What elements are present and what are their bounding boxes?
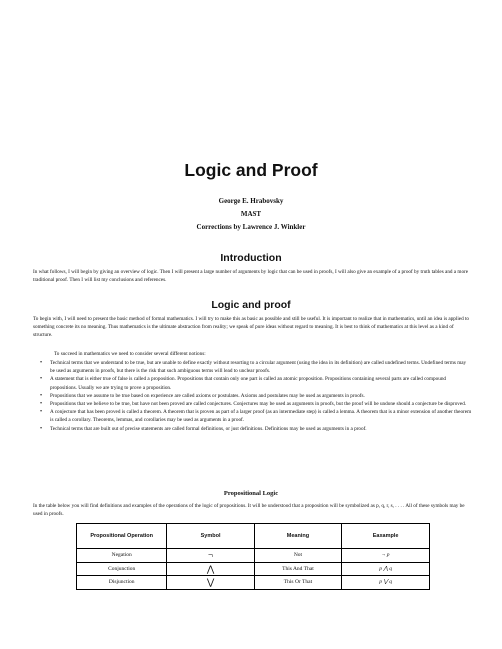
author-name: George E. Hrabovsky <box>218 197 284 205</box>
table-cell: Not <box>254 549 342 563</box>
table-cell: Negation <box>77 549 167 563</box>
column-header-symbol: Symbol <box>167 524 254 549</box>
bullet-icon: • <box>40 392 43 399</box>
bullet-icon: • <box>40 425 43 432</box>
logic-and-proof-paragraph: To begin with, I will need to present the basic method of formal mathematics. I will try to make this as basic as possible and still be useful. It is important to realize that in mathematics, until an idea is applied to something concrete its no meaning. Thus mathematics is the ultimate abstraction from reality; we speak of pure ideas without regard to meaning. It is best to think of mathematics at this level as a kind of structure. <box>33 316 470 339</box>
bullet-icon: • <box>40 401 43 408</box>
bullet-icon: • <box>40 376 43 383</box>
table-cell: p ⋀ q <box>342 562 430 576</box>
table-row <box>77 562 430 576</box>
notions-intro: To succeed in mathematics we need to consider several different notions: <box>54 351 206 357</box>
introduction-paragraph: In what follows, I will begin by giving an overview of logic. Then I will present a large number of arguments by logic that can be used in proofs, I will also give an example of a proof by truth tables and a more traditional proof. Then I will list my conclusions and references. <box>33 269 469 284</box>
organization: MAST <box>240 210 262 218</box>
column-header-operation: Propositional Operation <box>77 524 167 549</box>
column-header-example: Eaxample <box>342 524 430 549</box>
table-header-row <box>77 524 430 549</box>
table-cell: Disjunction <box>77 576 167 590</box>
bullet-icon: • <box>40 409 43 416</box>
list-item: • Propositions that we believe to be true, but have not been proved are called conjectures. Conjectures may be used as arguments in proofs, but the proof will be undone should a conjecture be disproved. <box>40 401 467 408</box>
document-title: Logic and Proof <box>184 160 318 180</box>
propositional-logic-heading: Propositional Logic <box>223 490 279 497</box>
table-cell: ⋁ <box>167 576 254 590</box>
table-cell: This And That <box>254 562 342 576</box>
operations-table <box>76 523 430 590</box>
propositional-logic-paragraph: In the table below you will find definitions and examples of the operations of the logic of propositions. It will be understood that a proposition will be symbolized as p, q, r, s, . . . . All of these symbols may be used in proofs. <box>33 503 465 518</box>
table-cell: p ⋁ q <box>342 576 430 590</box>
list-item: • Propositions that we assume to be true based on experience are called axioms or postulates. Axioms and postulates may be used as arguments in proofs. <box>40 392 365 399</box>
table-row <box>77 576 430 590</box>
notions-list <box>40 359 472 433</box>
introduction-heading: Introduction <box>220 252 282 264</box>
logic-and-proof-heading: Logic and proof <box>211 299 291 311</box>
table-cell: ¬ <box>167 549 254 563</box>
column-header-meaning: Meaning <box>254 524 342 549</box>
list-item: • Technical terms that are built out of precise statements are called formal definitions, or just definitions. Definitions may be used as arguments in a proof. <box>40 425 367 432</box>
table-cell: Conjunction <box>77 562 167 576</box>
corrections-credit: Corrections by Lawrence J. Winkler <box>196 223 306 231</box>
list-item: • Technical terms that we understand to be true, but are unable to define exactly without resorting to a circular argument (using the idea in its definition) are called undefined terms. Undefined terms may be used as arguments in proofs, but there is the risk that such ambiguous terms will lead to unclear proofs. <box>40 360 467 375</box>
table-cell: ¬ p <box>342 549 430 563</box>
table-cell: ⋀ <box>167 562 254 576</box>
bullet-icon: • <box>40 360 43 366</box>
list-item: • A statement that is either true of false is called a proposition. Propositions that contain only one part is called an atomic proposition. Propositions containing several parts are called compound propositions. Usually we are trying to prove a proposition. <box>40 376 447 391</box>
table-cell: This Or That <box>254 576 342 590</box>
table-row <box>77 549 430 563</box>
list-item: • A conjecture that has been proved is called a theorem. A theorem that is proven as part of a larger proof (as an intermediate step) is called a lemma. A theorem that is a minor extension of another theorem is called a corollary. Theorems, lemmas, and corollaries may be used as arguments in a proof. <box>40 409 472 424</box>
